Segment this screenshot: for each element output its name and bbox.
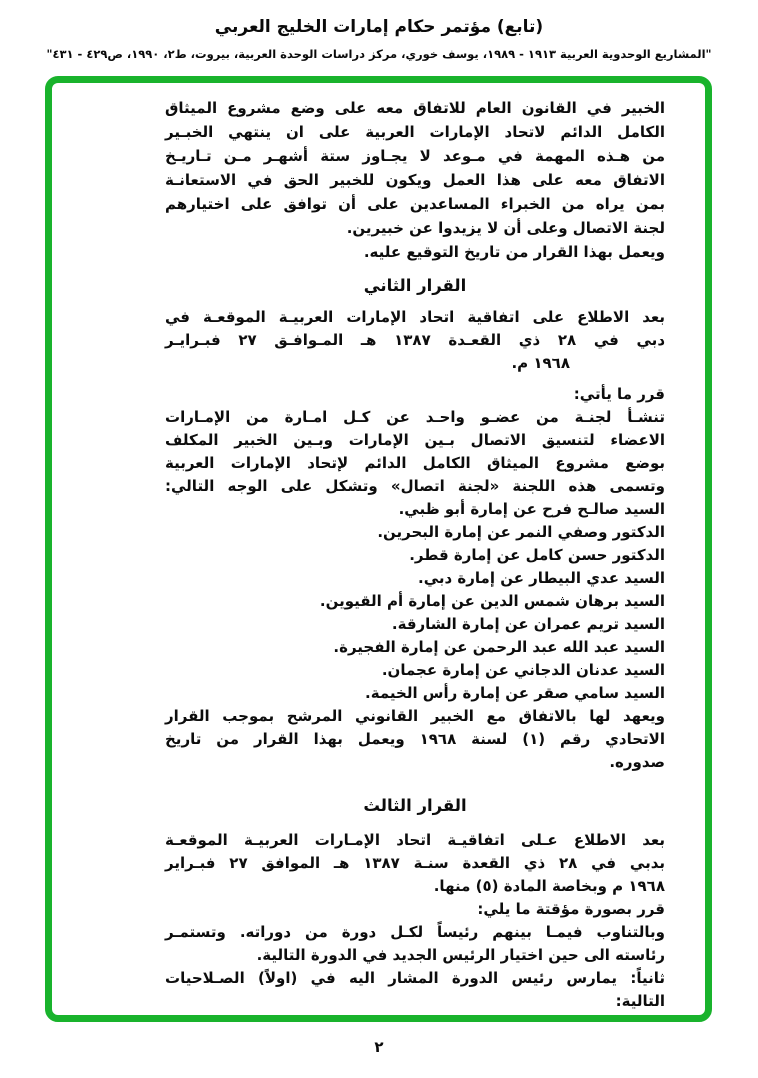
text-line: بدبي في ٢٨ ذي القعدة سنـة ١٣٨٧ هـ الموافق ٢٧ فبـراير	[165, 854, 665, 872]
text-line: الكامل الدائم لاتحاد الإمارات العربية على ان ينتهي الخبـير	[165, 123, 665, 141]
members-name-list	[165, 498, 665, 705]
paragraph-committee-formation	[165, 406, 665, 498]
text-line: قرر ما يأتي:	[573, 385, 665, 403]
source-citation: "المشاريع الوحدوية العربية ١٩١٣ - ١٩٨٩، يوسف خوري، مركز دراسات الوحدة العربية، بيروت، ط٢، ١٩٩٠، ص٤٢٩ - ٤٣١"	[46, 47, 712, 61]
paragraph-decision-intro	[165, 383, 665, 406]
section-heading-second-decision: القرار الثاني	[363, 276, 467, 295]
text-line: بعد الاطلاع عـلى اتفاقيـة اتحاد الإمـارات العربيـة الموقعـة	[165, 831, 665, 849]
list-item: السيد عبد الله عبد الرحمن عن إمارة الفجيرة.	[333, 638, 665, 656]
paragraph-presidency-rotation	[165, 921, 665, 1013]
text-line: بمن يراه من الخبراء المساعدين على أن توافق على اختيارهم	[165, 195, 665, 213]
paragraph-committee-task	[165, 705, 665, 774]
text-line: ١٩٦٨ م وبخاصة المادة (٥) منها.	[433, 877, 665, 895]
text-line: ويعمل بهذا القرار من تاريخ التوقيع عليه.	[363, 243, 665, 261]
document-title: (تابع) مؤتمر حكام إمارات الخليج العربي	[214, 17, 544, 37]
list-item: السيد عدي البيطار عن إمارة دبي.	[418, 569, 665, 587]
text-line: الاتفاق معه على هذا العمل ويكون للخبير الحق في الاستعانـة	[165, 171, 665, 189]
text-line: دبي في ٢٨ ذي القعـدة ١٣٨٧ هـ المـوافـق ٢٧ فبـرايـر	[165, 331, 666, 349]
text-line: وبالتناوب فيمـا بينهم رئيساً لكـل دورة من دوراته. وتستمـر	[165, 923, 665, 941]
list-item: السيد عدنان الدجاني عن إمارة عجمان.	[381, 661, 665, 679]
text-line: من هـذه المهمة في مـوعد لا يجـاوز ستة أشهـر مـن تـاريـخ	[165, 147, 665, 165]
text-line: قرر بصورة مؤقتة ما يلي:	[477, 900, 665, 918]
text-line: الاعضاء لتنسيق الاتصال بـين الإمارات وبـين الخبير المكلف	[165, 431, 665, 449]
text-line: رئاسته الى حين اختيار الرئيس الجديد في الدورة التالية.	[256, 946, 665, 964]
list-item: الدكتور حسن كامل عن إمارة قطر.	[409, 546, 665, 564]
text-line: بعد الاطلاع على اتفاقية اتحاد الإمارات العربيـة الموقعـة في	[165, 308, 665, 326]
text-line: وتسمى هذه اللجنة «لجنة اتصال» وتشكل على الوجه التالي:	[165, 477, 665, 495]
text-line: الخبير في القانون العام للاتفاق معه على وضع مشروع الميثاق	[165, 99, 665, 117]
paragraph-agreement-reference-2	[165, 829, 665, 898]
text-line: لجنة الاتصال وعلى أن لا يزيدوا عن خبيرين.	[346, 219, 665, 237]
paragraph-temporary-decision-intro	[165, 898, 665, 921]
paragraph-agreement-reference	[165, 306, 665, 375]
text-line: بوضع مشروع الميثاق الكامل الدائم لإتحاد الإمارات العربية	[165, 454, 665, 472]
text-line: تنشـأ لجنـة من عضـو واحـد عن كـل امـارة من الإمـارات	[165, 408, 665, 426]
list-item: الدكتور وصفي النمر عن إمارة البحرين.	[377, 523, 665, 541]
list-item: السيد سامي صقر عن إمارة رأس الخيمة.	[365, 684, 665, 702]
page-number: ٢	[374, 1038, 384, 1056]
list-item: السيد تريم عمران عن إمارة الشارقة.	[391, 615, 665, 633]
text-line: ويعهد لها بالاتفاق مع الخبير القانوني المرشح بموجب القرار	[165, 707, 665, 725]
text-line: ١٩٦٨ م.	[511, 354, 570, 372]
section-heading-third-decision: القرار الثالث	[363, 796, 467, 815]
document-body	[165, 96, 665, 1013]
paragraph-expert-mandate	[165, 96, 665, 264]
text-line: ثانياً: يمارس رئيس الدورة المشار اليه في (اولاً) الصـلاحيات	[165, 969, 665, 987]
text-line: التالية:	[615, 992, 665, 1010]
text-line: صدوره.	[609, 753, 665, 771]
text-line: الاتحادي رقم (١) لسنة ١٩٦٨ ويعمل بهذا القرار من تاريخ	[165, 730, 665, 748]
list-item: السيد برهان شمس الدين عن إمارة أم القيوين.	[319, 592, 665, 610]
list-item: السيد صالـح فرح عن إمارة أبو ظبي.	[398, 500, 665, 518]
